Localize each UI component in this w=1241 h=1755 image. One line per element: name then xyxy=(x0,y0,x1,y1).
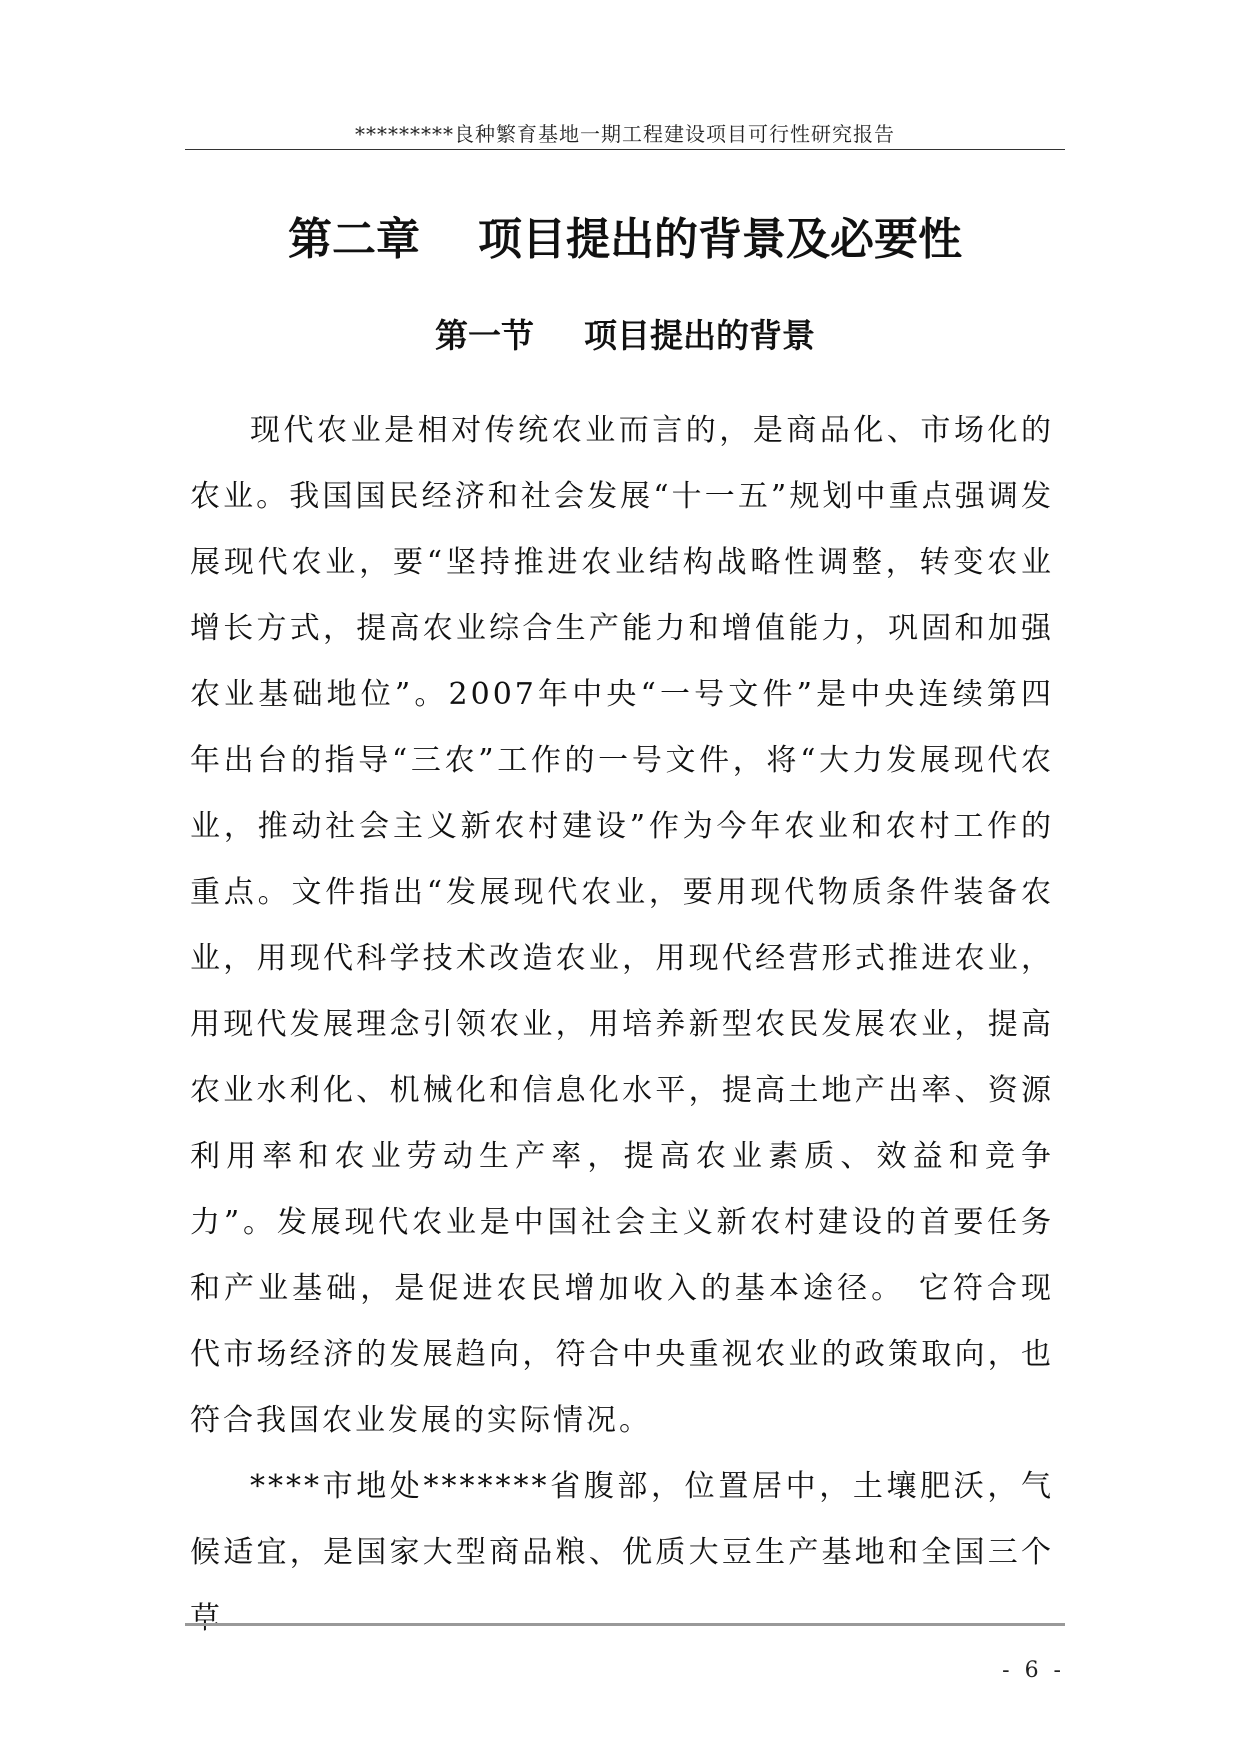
page-number: - 6 - xyxy=(1002,1658,1065,1683)
section-title: 项目提出的背景 xyxy=(584,316,815,355)
body-text xyxy=(190,398,1054,1652)
chapter-title: 项目提出的背景及必要性 xyxy=(478,214,962,265)
footer-divider xyxy=(185,1623,1065,1626)
chapter-number: 第二章 xyxy=(288,214,420,265)
paragraph-modern-agriculture: 现代农业是相对传统农业而言的，是商品化、市场化的农业。我国国民经济和社会发展“十一五”规划中重点强调发展现代农业，要“坚持推进农业结构战略性调整，转变农业增长方式，提高农业综合生产能力和增值能力，巩固和加强农业基础地位”。2007年中央“一号文件”是中央连续第四年出台的指导“三农”工作的一号文件，将“大力发展现代农业，推动社会主义新农村建设”作为今年农业和农村工作的重点。文件指出“发展现代农业，要用现代物质条件装备农业，用现代科学技术改造农业，用现代经营形式推进农业，用现代发展理念引领农业，用培养新型农民发展农业，提高农业水利化、机械化和信息化水平，提高土地产出率、资源利用率和农业劳动生产率，提高农业素质、效益和竞争力”。发展现代农业是中国社会主义新农村建设的首要任务和产业基础，是促进农民增加收入的基本途径。 它符合现代市场经济的发展趋向，符合中央重视农业的政策取向，也符合我国农业发展的实际情况。 xyxy=(190,413,1054,1438)
running-header: *********良种繁育基地一期工程建设项目可行性研究报告 xyxy=(355,122,895,146)
paragraph-city-location: ****市地处*******省腹部，位置居中，土壤肥沃，气候适宜，是国家大型商品粮、优质大豆生产基地和全国三个草 xyxy=(190,1469,1054,1636)
section-heading xyxy=(185,312,1065,360)
chapter-heading xyxy=(185,210,1065,270)
header-divider xyxy=(185,149,1065,150)
section-number: 第一节 xyxy=(435,316,534,355)
